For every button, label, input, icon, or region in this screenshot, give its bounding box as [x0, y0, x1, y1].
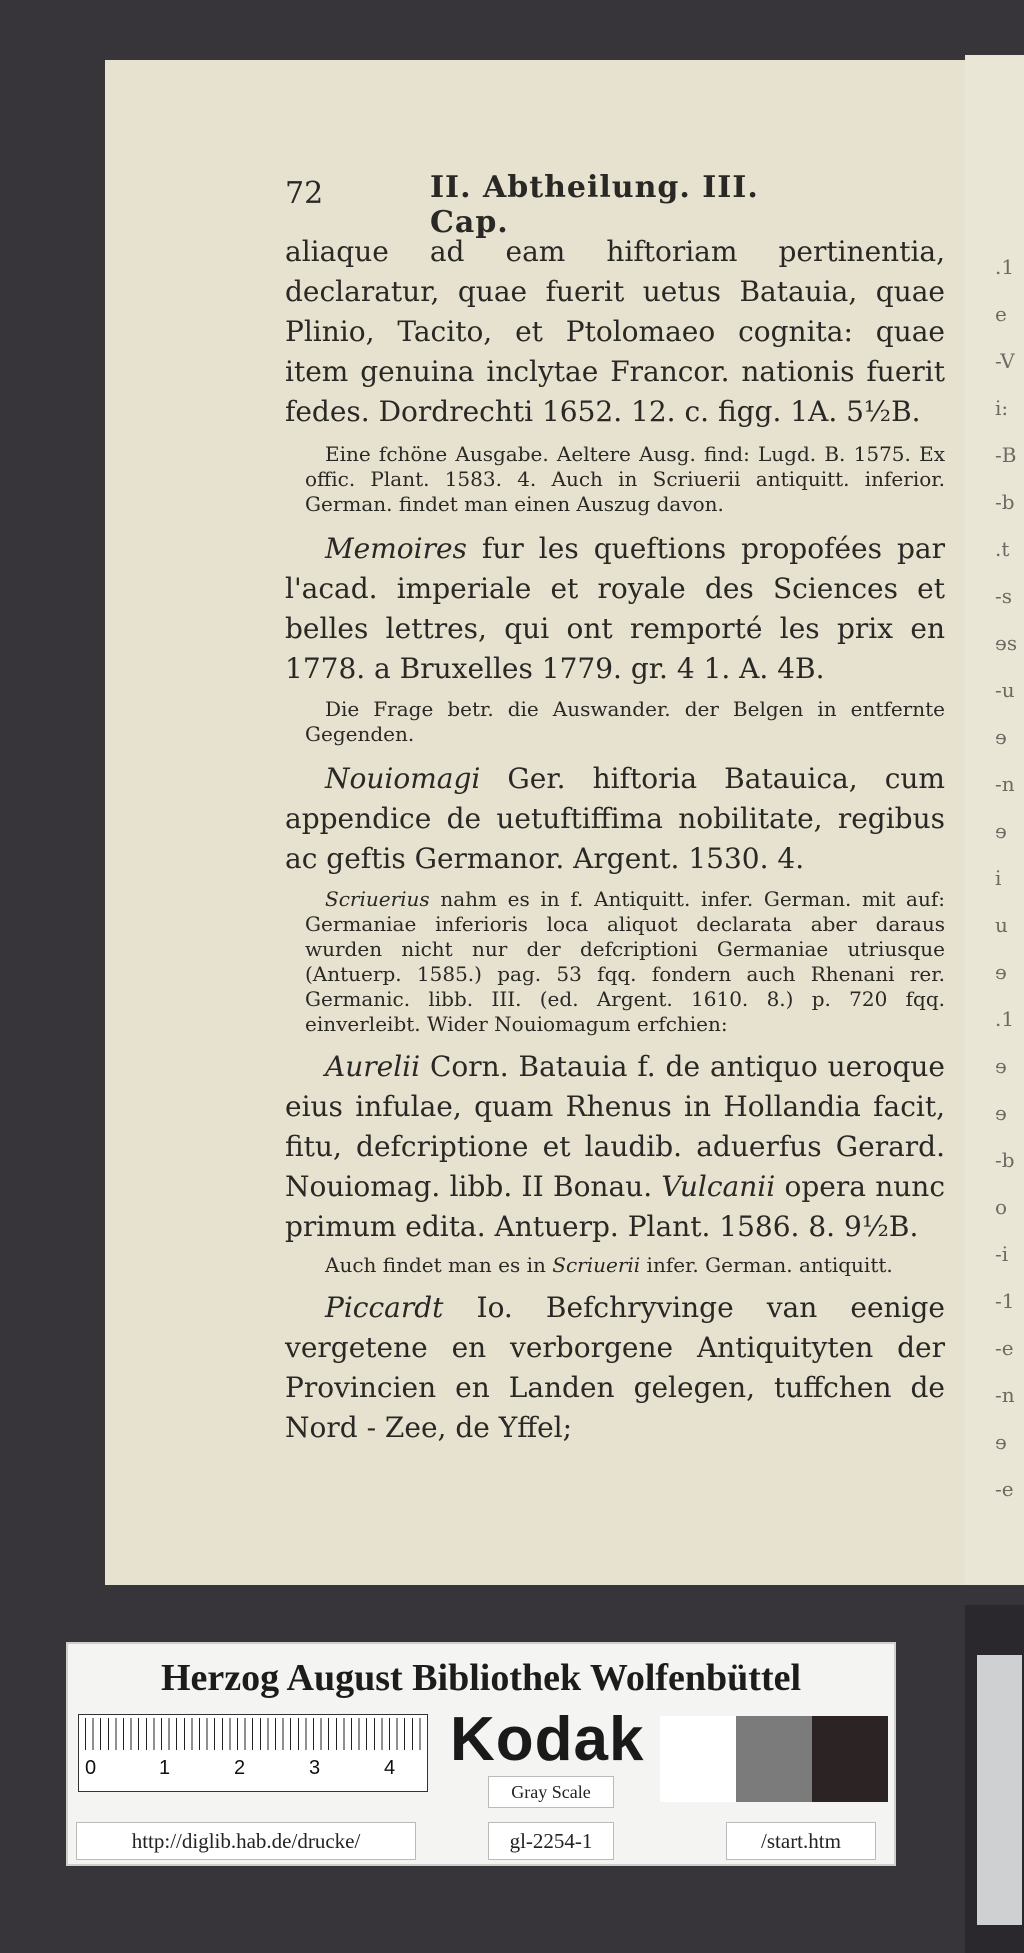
running-title: II. Abtheilung. III. Cap. [430, 170, 759, 240]
ghost-glyph: ɘ [995, 1101, 1007, 1125]
ghost-glyph: -u [995, 678, 1015, 702]
german-note [285, 1253, 945, 1278]
url-end: /start.htm [726, 1822, 876, 1860]
text-run: Eine fchöne Ausgabe. Aeltere Ausg. find: Lugd. B. 1575. Ex offic. Plant. 1583. 4. Auch in Scriuerii antiquitt. inferior. German. findet man einen Auszug davon. [305, 442, 945, 516]
text-run: opera nunc primum edita. Antuerp. Plant. 1586. 8. 9½B. [285, 1170, 945, 1243]
ghost-glyph: e [995, 302, 1007, 326]
latin-entry [285, 1047, 945, 1247]
ghost-glyph: -B [995, 443, 1017, 467]
text-run: aliaque ad eam hiftoriam pertinentia, declaratur, quae fuerit uetus Batauia, quae Plinio, Tacito, et Ptolomaeo cognita: quae item genuina inclytae Francor. nationis fuerit fedes. Dordrechti 1652. 12. c. figg. 1A. 5½B. [285, 235, 945, 428]
ghost-glyph: -n [995, 1383, 1015, 1407]
ghost-glyph: -b [995, 490, 1015, 514]
latin-entry [285, 232, 945, 432]
library-name: Herzog August Bibliothek Wolfenbüttel [160, 1657, 802, 1699]
gray-patch-mid [736, 1716, 812, 1802]
gray-patch-dark [812, 1716, 888, 1802]
german-note [285, 442, 945, 517]
page-number: 72 [285, 176, 324, 211]
ghost-glyph: -n [995, 772, 1015, 796]
ghost-glyph: ɘ [995, 960, 1007, 984]
text-run: nahm es in f. Antiquitt. infer. German. mit auf: Germaniae inferioris loca aliquot declarata aber daraus wurden nicht nur der defcriptioni Germaniae utriusque (Antuerp. 1585.) pag. 53 fqq. fondern auch Rhenani rer. Germanic. libb. III. (ed. Argent. 1610. 8.) p. 720 fqq. einverleibt. Wider Nouiomagum erfchien: [305, 887, 945, 1036]
text-run: Die Frage betr. die Auswander. der Belgen in entfernte Gegenden. [305, 697, 945, 746]
ghost-glyph: ɘ [995, 1054, 1007, 1078]
digitization-card [66, 1642, 896, 1866]
shelf-tag [977, 1655, 1022, 1925]
ghost-glyph: ɘ [995, 725, 1007, 749]
ghost-glyph: ɘ [995, 819, 1007, 843]
german-note [285, 887, 945, 1037]
ruler-ticks [85, 1718, 421, 1750]
ruler-digit: 1 [159, 1757, 171, 1779]
text-run: Ger. hiftoria Batauica, cum appendice de uetuftiffima nobilitate, regibus ac geftis Germanor. Argent. 1530. 4. [285, 762, 945, 875]
text-run: fur les queftions propofées par l'acad. imperiale et royale des Sciences et belles lettres, qui ont remporté les prix en 1778. a Bruxelles 1779. gr. 4 1. A. 4B. [285, 532, 945, 685]
ghost-glyph: -s [995, 584, 1013, 608]
scale-ruler [78, 1714, 428, 1792]
ghost-glyph: -e [995, 1477, 1014, 1501]
german-note [285, 697, 945, 747]
italic-name: Vulcanii [661, 1170, 776, 1203]
ghost-glyph: i [995, 866, 1002, 890]
ghost-glyph: -b [995, 1148, 1015, 1172]
ghost-glyph: ɘs [995, 631, 1018, 655]
ruler-digit: 4 [384, 1757, 396, 1779]
ghost-glyph: u [995, 913, 1008, 937]
latin-entry [285, 1288, 945, 1448]
ghost-glyph: .1 [995, 1007, 1015, 1031]
text-run: Io. Befchryvinge van eenige vergetene en verborgene Antiquityten der Provincien en Landen gelegen, tuffchen de Nord - Zee, de Yffel; [285, 1291, 945, 1444]
ghost-glyph: -e [995, 1336, 1014, 1360]
italic-name: Piccardt [325, 1291, 444, 1324]
ghost-glyph: -1 [995, 1289, 1015, 1313]
ghost-glyph: o [995, 1195, 1008, 1219]
text-run: Corn. Batauia f. de antiquo ueroque eius infulae, quam Rhenus in Hollandia facit, fitu, defcriptione et laudib. aduerfus Gerard. Nouiomag. libb. II Bonau. [285, 1050, 945, 1203]
ghost-glyph: -i [995, 1242, 1009, 1266]
gray-scale-label: Gray Scale [488, 1776, 614, 1808]
italic-name: Scriuerii [552, 1253, 641, 1277]
ruler-digit: 0 [85, 1757, 97, 1779]
italic-name: Memoires [325, 532, 467, 565]
body-text [285, 232, 945, 1448]
italic-name: Scriuerius [325, 887, 430, 911]
text-run: infer. German. antiquitt. [640, 1253, 893, 1277]
ruler-digit: 3 [309, 1757, 321, 1779]
url-id: gl-2254-1 [488, 1822, 614, 1860]
ghost-glyph: ɘ [995, 1430, 1007, 1454]
text-run: Auch findet man es in [325, 1253, 553, 1277]
ghost-glyph: .t [995, 537, 1010, 561]
ruler-digit: 2 [234, 1757, 246, 1779]
italic-name: Aurelii [325, 1050, 421, 1083]
ghost-glyph: i: [995, 396, 1009, 420]
facing-page-lower-strip [965, 1605, 1024, 1953]
italic-name: Nouiomagi [325, 762, 481, 795]
url-base: http://diglib.hab.de/drucke/ [76, 1822, 416, 1860]
latin-entry [285, 759, 945, 879]
kodak-logo: Kodak [450, 1705, 645, 1774]
ghost-glyph: -V [995, 349, 1015, 373]
ghost-glyph: .1 [995, 255, 1015, 279]
gray-patch-white [660, 1716, 736, 1802]
latin-entry [285, 529, 945, 689]
